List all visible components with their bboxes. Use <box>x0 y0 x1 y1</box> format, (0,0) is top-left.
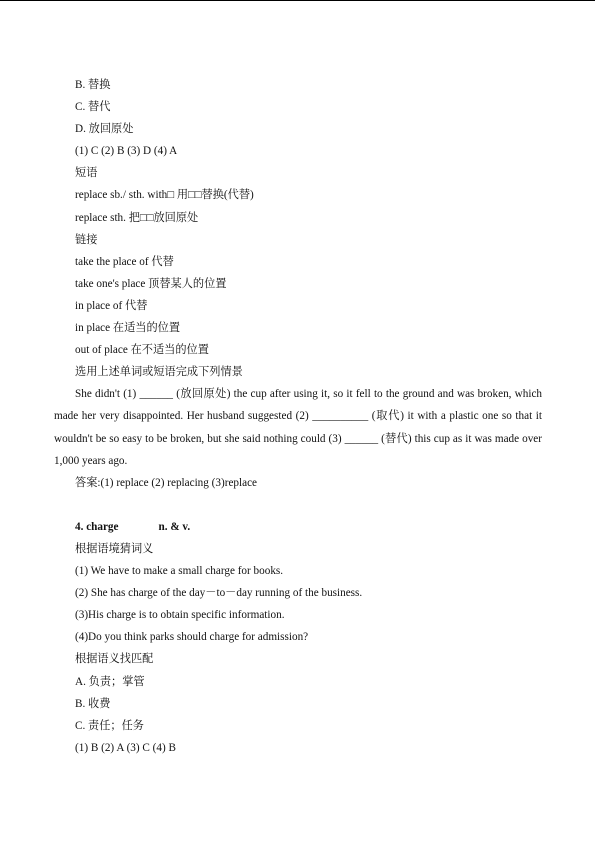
word-heading <box>54 516 542 538</box>
context-sentence: (3)His charge is to obtain specific information. <box>75 609 285 622</box>
document-body <box>54 74 542 759</box>
exercise-heading: 选用上述单词或短语完成下列情景 <box>75 366 243 379</box>
exercise-answer: 答案:(1) replace (2) replacing (3)replace <box>75 476 258 489</box>
link-item: in place of 代替 <box>75 299 148 312</box>
option-c: C. 替代 <box>75 101 111 114</box>
context-sentence: (2) She has charge of the day－to－day running of the business. <box>75 587 363 600</box>
link-item: in place 在适当的位置 <box>75 322 181 335</box>
context-sentence: (4)Do you think parks should charge for admission? <box>75 631 309 644</box>
links-heading: 链接 <box>75 233 98 246</box>
section-gap <box>54 494 542 516</box>
link-item: take one's place 顶替某人的位置 <box>75 277 227 290</box>
meaning-option-b: B. 收费 <box>75 697 111 710</box>
phrase-item: replace sb./ sth. with□ 用□□替换(代替) <box>75 189 254 202</box>
meaning-option-a: A. 负责；掌管 <box>75 675 145 688</box>
exercise-paragraph: She didn't (1) ______ (放回原处) the cup after using it, so it fell to the ground and was broken, which made her very disappointed. Her husband suggested (2) __________ (取代) it with a plastic one so that it wouldn't be so easy to be broken, but she said nothing could (3) ______ (替代) this cup as it was made over 1,000 years ago. <box>54 388 542 467</box>
option-b: B. 替换 <box>75 79 111 91</box>
link-item: take the place of 代替 <box>75 255 174 268</box>
top-border <box>0 0 595 1</box>
part-of-speech: n. & v. <box>158 520 191 533</box>
match-heading: 根据语义找匹配 <box>75 653 154 666</box>
meaning-option-c: C. 责任；任务 <box>75 719 144 732</box>
answer-key-2: (1) B (2) A (3) C (4) B <box>75 741 176 754</box>
answer-key-1: (1) C (2) B (3) D (4) A <box>75 145 178 158</box>
phrases-heading: 短语 <box>75 167 98 180</box>
phrase-item: replace sth. 把□□放回原处 <box>75 211 199 224</box>
option-d: D. 放回原处 <box>75 123 134 136</box>
context-sentence: (1) We have to make a small charge for books. <box>75 565 284 578</box>
word-title: 4. charge <box>75 520 119 533</box>
link-item: out of place 在不适当的位置 <box>75 344 209 357</box>
guess-heading: 根据语境猜词义 <box>75 542 154 555</box>
